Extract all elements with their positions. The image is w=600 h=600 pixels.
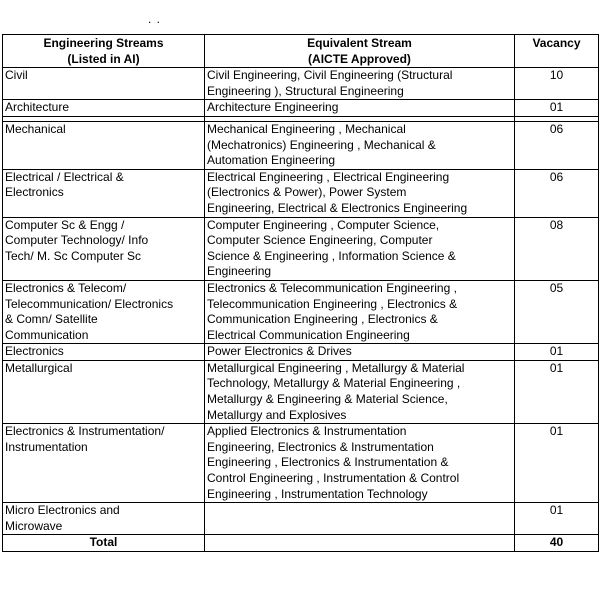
cell-line: Engineering , Electronics & Instrumentation &	[207, 455, 449, 470]
total-empty-cell	[205, 535, 515, 552]
cell-line: Metallurgical Engineering , Metallurgy & Material	[207, 360, 465, 375]
table-body	[3, 68, 599, 552]
stream-cell	[3, 217, 205, 280]
stream-cell	[3, 424, 205, 503]
cell-line: Electronics & Instrumentation/	[5, 424, 165, 439]
equivalent-cell	[205, 169, 515, 217]
vacancy-cell: 01	[515, 100, 599, 117]
cell-line: Electronics	[5, 344, 64, 359]
cell-line: Metallurgical	[5, 360, 73, 375]
cell-line: Engineering	[207, 264, 272, 279]
cell-line: Instrumentation	[5, 439, 88, 454]
stream-cell	[3, 344, 205, 361]
vacancy-cell: 06	[515, 169, 599, 217]
cell-line: Telecommunication Engineering , Electronics &	[207, 296, 458, 311]
stream-cell	[3, 169, 205, 217]
cell-line: Telecommunication/ Electronics	[5, 296, 174, 311]
cell-line: Electronics	[5, 185, 64, 200]
total-value: 40	[515, 535, 599, 552]
cell-line: Architecture	[5, 100, 70, 115]
cell-line: Micro Electronics and	[5, 503, 120, 518]
cell-line: Computer Sc & Engg /	[5, 217, 125, 232]
cell-line: Science & Engineering , Information Science &	[207, 248, 456, 263]
equivalent-cell	[205, 100, 515, 117]
table-row	[3, 217, 599, 280]
cell-line: Communication	[5, 327, 89, 342]
table-row	[3, 344, 599, 361]
stream-cell	[3, 280, 205, 343]
total-row	[3, 535, 599, 552]
header-line: (AICTE Approved)	[308, 51, 411, 66]
cell-line: Control Engineering , Instrumentation & Control	[207, 471, 460, 486]
table-row	[3, 503, 599, 535]
cell-line: Computer Science Engineering, Computer	[207, 233, 433, 248]
cell-line: Electrical Communication Engineering	[207, 327, 410, 342]
cell-line: Mechanical	[5, 121, 66, 136]
cell-line: Power Electronics & Drives	[207, 344, 352, 359]
cell-line: Tech/ M. Sc Computer Sc	[5, 248, 142, 263]
stream-cell	[3, 360, 205, 423]
header-vacancy: Vacancy	[515, 35, 599, 68]
vacancy-table	[2, 34, 599, 552]
cell-line: (Electronics & Power), Power System	[207, 185, 407, 200]
header-line: Engineering Streams	[43, 36, 164, 50]
stream-cell	[3, 121, 205, 169]
stream-cell	[3, 503, 205, 535]
cell-line: Mechanical Engineering , Mechanical	[207, 121, 406, 136]
table-row	[3, 68, 599, 100]
header-equivalent-stream	[205, 35, 515, 68]
table-row	[3, 424, 599, 503]
cell-line: Civil	[5, 68, 28, 83]
total-label: Total	[3, 535, 205, 552]
vacancy-cell: 08	[515, 217, 599, 280]
stream-cell	[3, 100, 205, 117]
header-dots: . .	[148, 12, 162, 26]
cell-line: Engineering , Instrumentation Technology	[207, 486, 428, 501]
cell-line: Computer Engineering , Computer Science,	[207, 217, 440, 232]
header-engineering-streams	[3, 35, 205, 68]
cell-line: Computer Technology/ Info	[5, 233, 149, 248]
cell-line: Technology, Metallurgy & Material Engineering ,	[207, 376, 461, 391]
vacancy-cell: 05	[515, 280, 599, 343]
table-row	[3, 121, 599, 169]
table-header-row	[3, 35, 599, 68]
table-row	[3, 360, 599, 423]
vacancy-cell: 01	[515, 424, 599, 503]
equivalent-cell	[205, 121, 515, 169]
cell-line: (Mechatronics) Engineering , Mechanical &	[207, 137, 436, 152]
equivalent-cell	[205, 217, 515, 280]
vacancy-cell: 10	[515, 68, 599, 100]
cell-line: Civil Engineering, Civil Engineering (Structural	[207, 68, 453, 83]
cell-line: & Comn/ Satellite	[5, 312, 98, 327]
cell-line: Electrical / Electrical &	[5, 169, 124, 184]
stream-cell	[3, 68, 205, 100]
cell-line: Engineering, Electronics & Instrumentation	[207, 439, 434, 454]
table-row	[3, 100, 599, 117]
cell-line: Microwave	[5, 518, 63, 533]
header-line: (Listed in AI)	[67, 51, 140, 66]
vacancy-cell: 01	[515, 503, 599, 535]
equivalent-cell	[205, 344, 515, 361]
cell-line: Engineering, Electrical & Electronics Engineering	[207, 200, 468, 215]
cell-line: Electrical Engineering , Electrical Engineering	[207, 169, 450, 184]
cell-line: Electronics & Telecommunication Engineering ,	[207, 280, 457, 295]
cell-line: Architecture Engineering	[207, 100, 339, 115]
cell-line: Metallurgy & Engineering & Material Science,	[207, 392, 448, 407]
cell-line: Automation Engineering	[207, 153, 336, 168]
equivalent-cell	[205, 424, 515, 503]
cell-line: Engineering ), Structural Engineering	[207, 83, 404, 98]
vacancy-cell: 06	[515, 121, 599, 169]
equivalent-cell	[205, 68, 515, 100]
equivalent-cell	[205, 503, 515, 535]
vacancy-cell: 01	[515, 360, 599, 423]
header-line: Equivalent Stream	[307, 36, 412, 50]
cell-line: Applied Electronics & Instrumentation	[207, 424, 407, 439]
table-row	[3, 280, 599, 343]
table-row	[3, 169, 599, 217]
equivalent-cell	[205, 360, 515, 423]
vacancy-cell: 01	[515, 344, 599, 361]
cell-line: Metallurgy and Explosives	[207, 407, 347, 422]
cell-line: Communication Engineering , Electronics &	[207, 312, 438, 327]
cell-line: Electronics & Telecom/	[5, 280, 127, 295]
equivalent-cell	[205, 280, 515, 343]
